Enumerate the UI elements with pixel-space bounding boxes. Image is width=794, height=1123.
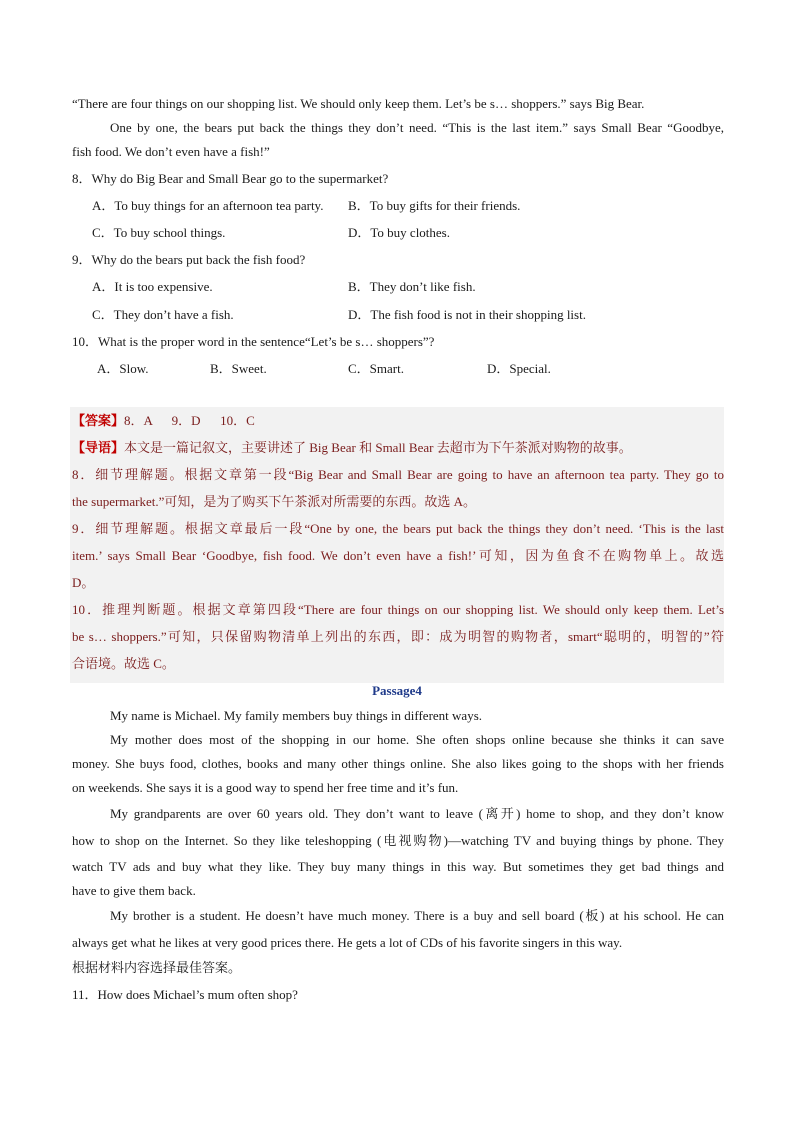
question-10-option-b: B．Sweet. <box>210 361 267 376</box>
explanation-10-line-3: 合语境。故选 C。 <box>72 656 175 671</box>
answer-tag: 【答案】 <box>72 413 125 428</box>
instruction-text: 根据材料内容选择最佳答案。 <box>72 960 242 975</box>
explanation-9-line-2: item.’ says Small Bear ‘Goodbye, fish food. We don’t even have a fish!’可知，因为鱼食不在购物单上。故选 <box>72 548 724 563</box>
passage-4-line-8: have to give them back. <box>72 883 196 898</box>
passage-4-line-2: My mother does most of the shopping in our home. She often shops online because she thinks it can save <box>110 732 724 747</box>
passage-4-line-5: My grandparents are over 60 years old. They don’t want to leave (离开) home to shop, and they don’t know <box>110 806 724 821</box>
question-10-option-c: C．Smart. <box>348 361 404 376</box>
question-9-option-d: D．The fish food is not in their shopping list. <box>348 307 586 322</box>
passage-4-line-3: money. She buys food, clothes, books and many other things online. She also likes going to the shops with her friends <box>72 756 724 771</box>
passage-4-heading: Passage4 <box>372 683 422 698</box>
explanation-10-line-2: be s… shoppers.”可知，只保留购物清单上列出的东西，即：成为明智的购物者，smart“聪明的，明智的”符 <box>72 629 724 644</box>
passage-4-line-10: always get what he likes at very good prices there. He gets a lot of CDs of his favorite singers in this way. <box>72 935 623 950</box>
question-9-option-c: C．They don’t have a fish. <box>92 307 234 322</box>
question-9-stem: 9．Why do the bears put back the fish food? <box>72 252 306 267</box>
question-10-option-a: A．Slow. <box>97 361 149 376</box>
passage-4-line-4: on weekends. She says it is a good way to spend her free time and it’s fun. <box>72 780 459 795</box>
explanation-10-line-1: 10．推理判断题。根据文章第四段“There are four things on our shopping list. We should only keep them. Let’s <box>72 602 724 617</box>
explanation-8-line-2: the supermarket.”可知，是为了购买下午茶派对所需要的东西。故选 A。 <box>72 494 477 509</box>
passage-4-line-7: watch TV ads and buy what they like. They buy many things in this way. But sometimes they get bad things and <box>72 859 724 874</box>
question-11-stem: 11．How does Michael’s mum often shop? <box>72 987 298 1002</box>
question-8-option-b: B．To buy gifts for their friends. <box>348 198 521 213</box>
question-10-stem: 10．What is the proper word in the sentence“Let’s be s… shoppers”? <box>72 334 435 349</box>
question-8-option-d: D．To buy clothes. <box>348 225 450 240</box>
guide-tag: 【导语】 <box>72 440 125 455</box>
question-10-option-d: D．Special. <box>487 361 551 376</box>
guide-line <box>72 439 724 457</box>
passage-4-line-9: My brother is a student. He doesn’t have much money. There is a buy and sell board (板) at his school. He can <box>110 908 724 923</box>
answer-line <box>72 412 724 430</box>
explanation-9-line-1: 9．细节理解题。根据文章最后一段“One by one, the bears put back the things they don’t need. ‘This is the last <box>72 521 724 536</box>
story-paragraph-1: “There are four things on our shopping list. We should only keep them. Let’s be s… shoppers.” says Big Bear. <box>72 96 645 111</box>
passage-4-line-6: how to shop on the Internet. So they like teleshopping (电视购物)—watching TV and buying things by phone. They <box>72 833 724 848</box>
answer-text: 8．A 9．D 10．C <box>124 413 255 428</box>
passage-4-line-1: My name is Michael. My family members buy things in different ways. <box>110 708 482 723</box>
question-9-option-a: A．It is too expensive. <box>92 279 213 294</box>
story-paragraph-2-line-2: fish food. We don’t even have a fish!” <box>72 144 270 159</box>
question-8-option-c: C．To buy school things. <box>92 225 226 240</box>
question-8-option-a: A．To buy things for an afternoon tea party. <box>92 198 324 213</box>
story-paragraph-2-line-1: One by one, the bears put back the things they don’t need. “This is the last item.” says Small Bear “Goodbye, <box>110 120 724 135</box>
explanation-8-line-1: 8．细节理解题。根据文章第一段“Big Bear and Small Bear are going to have an afternoon tea party. They go to <box>72 467 724 482</box>
question-8-stem: 8．Why do Big Bear and Small Bear go to the supermarket? <box>72 171 389 186</box>
question-9-option-b: B．They don’t like fish. <box>348 279 476 294</box>
guide-text: 本文是一篇记叙文，主要讲述了 Big Bear 和 Small Bear 去超市为下午茶派对购物的故事。 <box>124 440 632 455</box>
explanation-9-line-3: D。 <box>72 575 95 590</box>
